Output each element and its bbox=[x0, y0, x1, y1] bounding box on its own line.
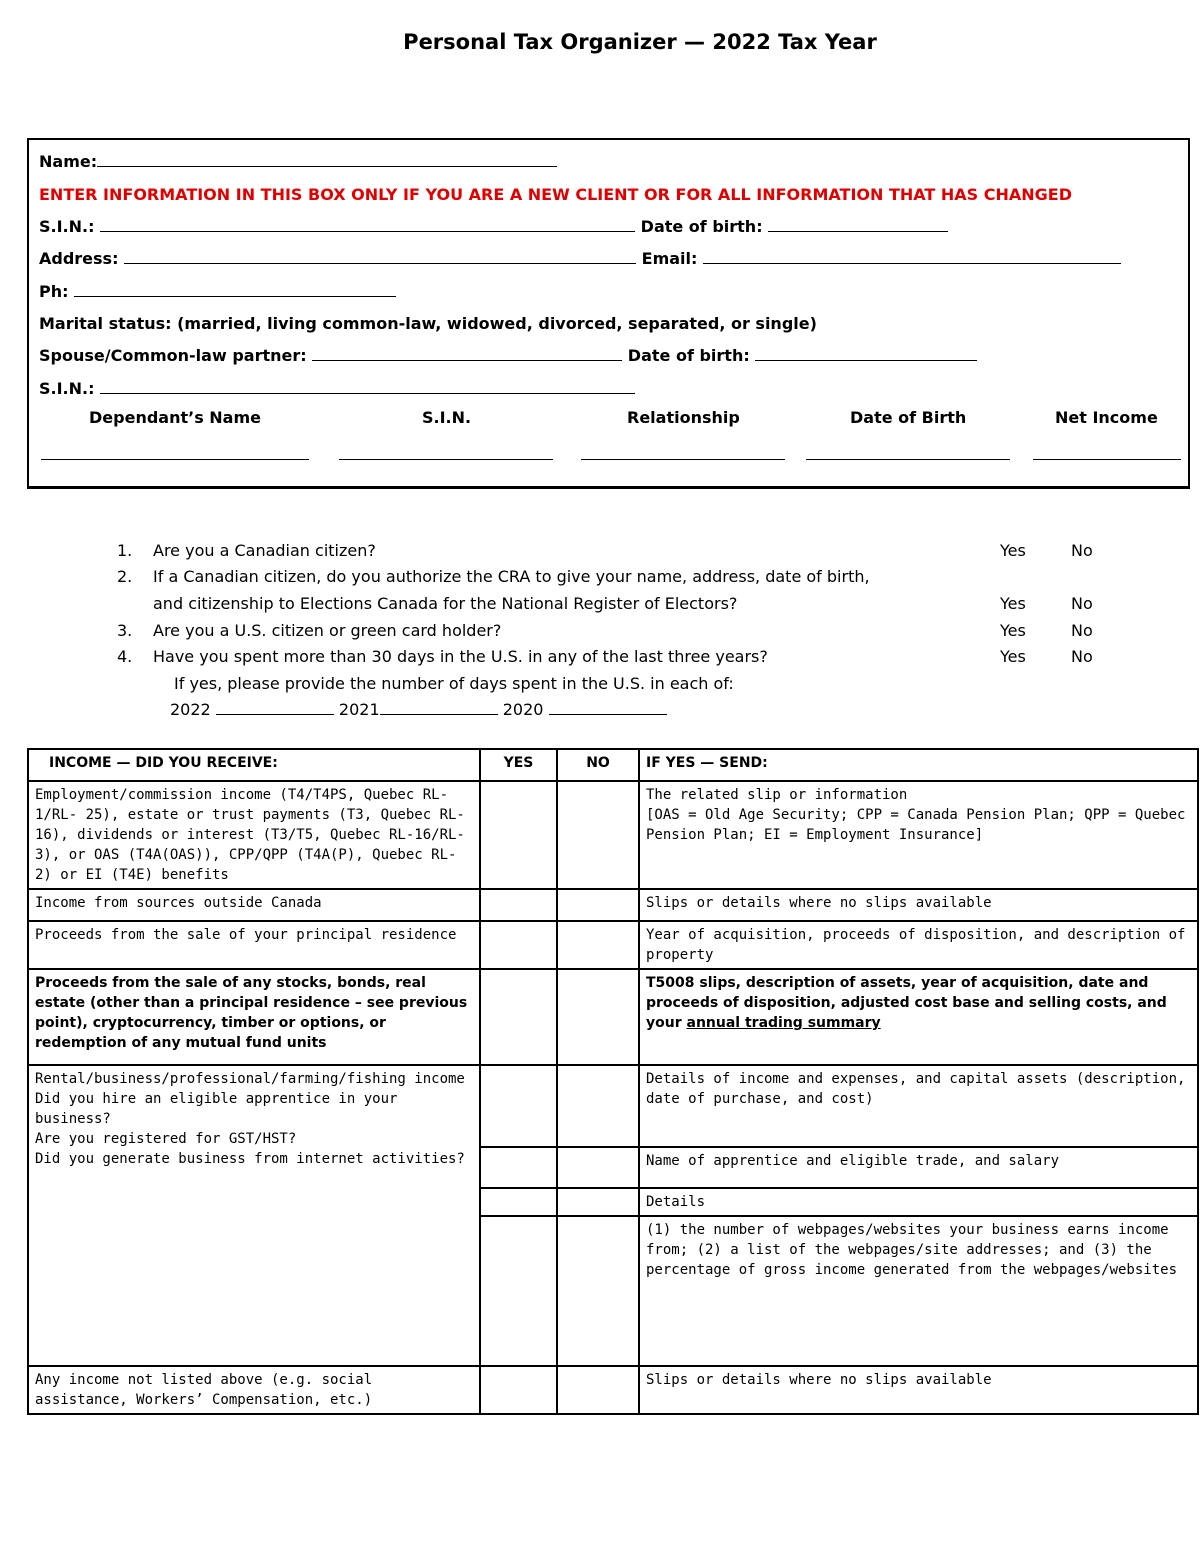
table-row bbox=[28, 1366, 1198, 1414]
us-days-2020-field[interactable] bbox=[549, 700, 667, 715]
no-cell[interactable] bbox=[557, 969, 639, 1065]
yes-cell[interactable] bbox=[480, 1216, 557, 1366]
send-cell: Slips or details where no slips available bbox=[639, 889, 1198, 921]
table-row bbox=[28, 1065, 1198, 1147]
question-1-no[interactable]: No bbox=[1071, 541, 1093, 560]
income-cell: Any income not listed above (e.g. social assistance, Workers’ Compensation, etc.) bbox=[28, 1366, 480, 1414]
us-days-year-2022: 2022 bbox=[170, 700, 211, 719]
table-row bbox=[28, 781, 1198, 889]
dependant-income-field[interactable] bbox=[1033, 458, 1181, 460]
income-cell bbox=[28, 1065, 480, 1366]
dependant-relationship-header: Relationship bbox=[627, 408, 740, 427]
us-days-row bbox=[170, 700, 667, 719]
send-header: IF YES — SEND: bbox=[639, 749, 1198, 781]
us-days-2022-field[interactable] bbox=[216, 700, 334, 715]
question-2-text: If a Canadian citizen, do you authorize the CRA to give your name, address, date of birth, bbox=[153, 567, 870, 586]
no-cell[interactable] bbox=[557, 1188, 639, 1216]
phone-field[interactable] bbox=[74, 282, 396, 297]
spouse-sin-field[interactable] bbox=[100, 379, 635, 394]
dependant-name-field[interactable] bbox=[41, 458, 309, 460]
income-cell: Proceeds from the sale of any stocks, bonds, real estate (other than a principal residence – see previous point), cryptocurrency, timber or options, or redemption of any mutual fund units bbox=[28, 969, 480, 1065]
table-row bbox=[28, 921, 1198, 969]
question-4-yes[interactable]: Yes bbox=[1000, 647, 1026, 666]
address-field[interactable] bbox=[124, 249, 636, 264]
yes-cell[interactable] bbox=[480, 1065, 557, 1147]
send-text: The related slip or information bbox=[646, 787, 908, 803]
yes-header: YES bbox=[480, 749, 557, 781]
income-line: Did you generate business from internet activities? bbox=[35, 1151, 465, 1167]
question-3-yes[interactable]: Yes bbox=[1000, 621, 1026, 640]
send-cell bbox=[639, 781, 1198, 889]
send-cell: Year of acquisition, proceeds of disposition, and description of property bbox=[639, 921, 1198, 969]
question-4-no[interactable]: No bbox=[1071, 647, 1093, 666]
send-text: T5008 slips, description of assets, year of acquisition, date and proceeds of disposition, adjusted cost base and selling costs, and your bbox=[646, 975, 1167, 1031]
sin-field[interactable] bbox=[100, 217, 635, 232]
send-cell bbox=[639, 969, 1198, 1065]
name-label: Name: bbox=[39, 152, 98, 171]
spouse-row bbox=[39, 346, 977, 365]
phone-row bbox=[39, 282, 396, 301]
send-cell: Name of apprentice and eligible trade, and salary bbox=[639, 1147, 1198, 1188]
email-label: Email: bbox=[641, 249, 698, 268]
yes-cell[interactable] bbox=[480, 781, 557, 889]
question-3-text: Are you a U.S. citizen or green card holder? bbox=[153, 621, 502, 640]
dependant-relationship-field[interactable] bbox=[581, 458, 785, 460]
dob-label: Date of birth: bbox=[640, 217, 763, 236]
spouse-label: Spouse/Common-law partner: bbox=[39, 346, 307, 365]
page-title: Personal Tax Organizer — 2022 Tax Year bbox=[403, 30, 877, 54]
phone-label: Ph: bbox=[39, 282, 69, 301]
dependant-income-header: Net Income bbox=[1055, 408, 1158, 427]
question-1-yes[interactable]: Yes bbox=[1000, 541, 1026, 560]
spouse-dob-label: Date of birth: bbox=[627, 346, 750, 365]
income-cell: Income from sources outside Canada bbox=[28, 889, 480, 921]
no-cell[interactable] bbox=[557, 1065, 639, 1147]
notice-text: ENTER INFORMATION IN THIS BOX ONLY IF YOU ARE A NEW CLIENT OR FOR ALL INFORMATION THAT HAS CHANGED bbox=[39, 185, 1073, 204]
income-line: Rental/business/professional/farming/fishing income bbox=[35, 1071, 465, 1087]
spouse-dob-field[interactable] bbox=[755, 346, 977, 361]
us-days-2021-field[interactable] bbox=[380, 700, 498, 715]
income-header: INCOME — DID YOU RECEIVE: bbox=[28, 749, 480, 781]
yes-cell[interactable] bbox=[480, 1188, 557, 1216]
marital-status-text: Marital status: (married, living common-law, widowed, divorced, separated, or single) bbox=[39, 314, 817, 333]
no-cell[interactable] bbox=[557, 1366, 639, 1414]
yes-cell[interactable] bbox=[480, 1366, 557, 1414]
name-field[interactable] bbox=[97, 152, 557, 167]
question-2-number: 2. bbox=[117, 567, 133, 586]
dependant-dob-header: Date of Birth bbox=[850, 408, 967, 427]
question-3-number: 3. bbox=[117, 621, 133, 640]
client-info-box bbox=[27, 138, 1190, 489]
question-1-number: 1. bbox=[117, 541, 133, 560]
spouse-sin-label: S.I.N.: bbox=[39, 379, 95, 398]
income-table bbox=[27, 748, 1199, 1415]
address-label: Address: bbox=[39, 249, 119, 268]
send-text-note: [OAS = Old Age Security; CPP = Canada Pension Plan; QPP = Quebec Pension Plan; EI = Employment Insurance] bbox=[646, 807, 1186, 843]
income-line: Did you hire an eligible apprentice in your business? bbox=[35, 1091, 398, 1127]
question-2-text-cont: and citizenship to Elections Canada for the National Register of Electors? bbox=[153, 594, 738, 613]
sin-label: S.I.N.: bbox=[39, 217, 95, 236]
income-cell: Employment/commission income (T4/T4PS, Quebec RL-1/RL- 25), estate or trust payments (T3, Quebec RL-16), dividends or interest (T3/T5, Quebec RL-16/RL-3), or OAS (T4A(OAS)), CPP/QPP (T4A(P), Quebec RL-2) or EI (T4E) benefits bbox=[28, 781, 480, 889]
us-days-year-2021: 2021 bbox=[338, 700, 380, 719]
no-cell[interactable] bbox=[557, 921, 639, 969]
question-3-no[interactable]: No bbox=[1071, 621, 1093, 640]
no-cell[interactable] bbox=[557, 889, 639, 921]
income-cell: Proceeds from the sale of your principal residence bbox=[28, 921, 480, 969]
table-row bbox=[28, 889, 1198, 921]
yes-cell[interactable] bbox=[480, 921, 557, 969]
yes-cell[interactable] bbox=[480, 969, 557, 1065]
send-cell: Details bbox=[639, 1188, 1198, 1216]
question-2-yes[interactable]: Yes bbox=[1000, 594, 1026, 613]
question-4-text: Have you spent more than 30 days in the U.S. in any of the last three years? bbox=[153, 647, 768, 666]
annual-trading-summary-link[interactable]: annual trading summary bbox=[686, 1015, 881, 1031]
yes-cell[interactable] bbox=[480, 1147, 557, 1188]
send-cell: Details of income and expenses, and capital assets (description, date of purchase, and cost) bbox=[639, 1065, 1198, 1147]
table-row bbox=[28, 969, 1198, 1065]
no-cell[interactable] bbox=[557, 1216, 639, 1366]
address-row bbox=[39, 249, 1121, 268]
spouse-sin-row bbox=[39, 379, 635, 398]
dependant-name-header: Dependant’s Name bbox=[89, 408, 261, 427]
question-2-no[interactable]: No bbox=[1071, 594, 1093, 613]
no-cell[interactable] bbox=[557, 781, 639, 889]
sin-row bbox=[39, 217, 948, 236]
spouse-field[interactable] bbox=[312, 346, 622, 361]
no-cell[interactable] bbox=[557, 1147, 639, 1188]
name-row bbox=[39, 152, 557, 171]
income-line: Are you registered for GST/HST? bbox=[35, 1131, 297, 1147]
no-header: NO bbox=[557, 749, 639, 781]
send-cell: (1) the number of webpages/websites your business earns income from; (2) a list of the webpages/site addresses; and (3) the percentage of gross income generated from the webpages/websites bbox=[639, 1216, 1198, 1366]
dob-field[interactable] bbox=[768, 217, 948, 232]
dependant-dob-field[interactable] bbox=[806, 458, 1010, 460]
yes-cell[interactable] bbox=[480, 889, 557, 921]
question-1-text: Are you a Canadian citizen? bbox=[153, 541, 376, 560]
us-days-year-2020: 2020 bbox=[502, 700, 544, 719]
income-table-header bbox=[28, 749, 1198, 781]
send-cell: Slips or details where no slips available bbox=[639, 1366, 1198, 1414]
email-field[interactable] bbox=[703, 249, 1121, 264]
question-4-number: 4. bbox=[117, 647, 133, 666]
dependant-sin-header: S.I.N. bbox=[422, 408, 472, 427]
us-days-prompt: If yes, please provide the number of days spent in the U.S. in each of: bbox=[174, 674, 734, 693]
dependant-sin-field[interactable] bbox=[339, 458, 553, 460]
